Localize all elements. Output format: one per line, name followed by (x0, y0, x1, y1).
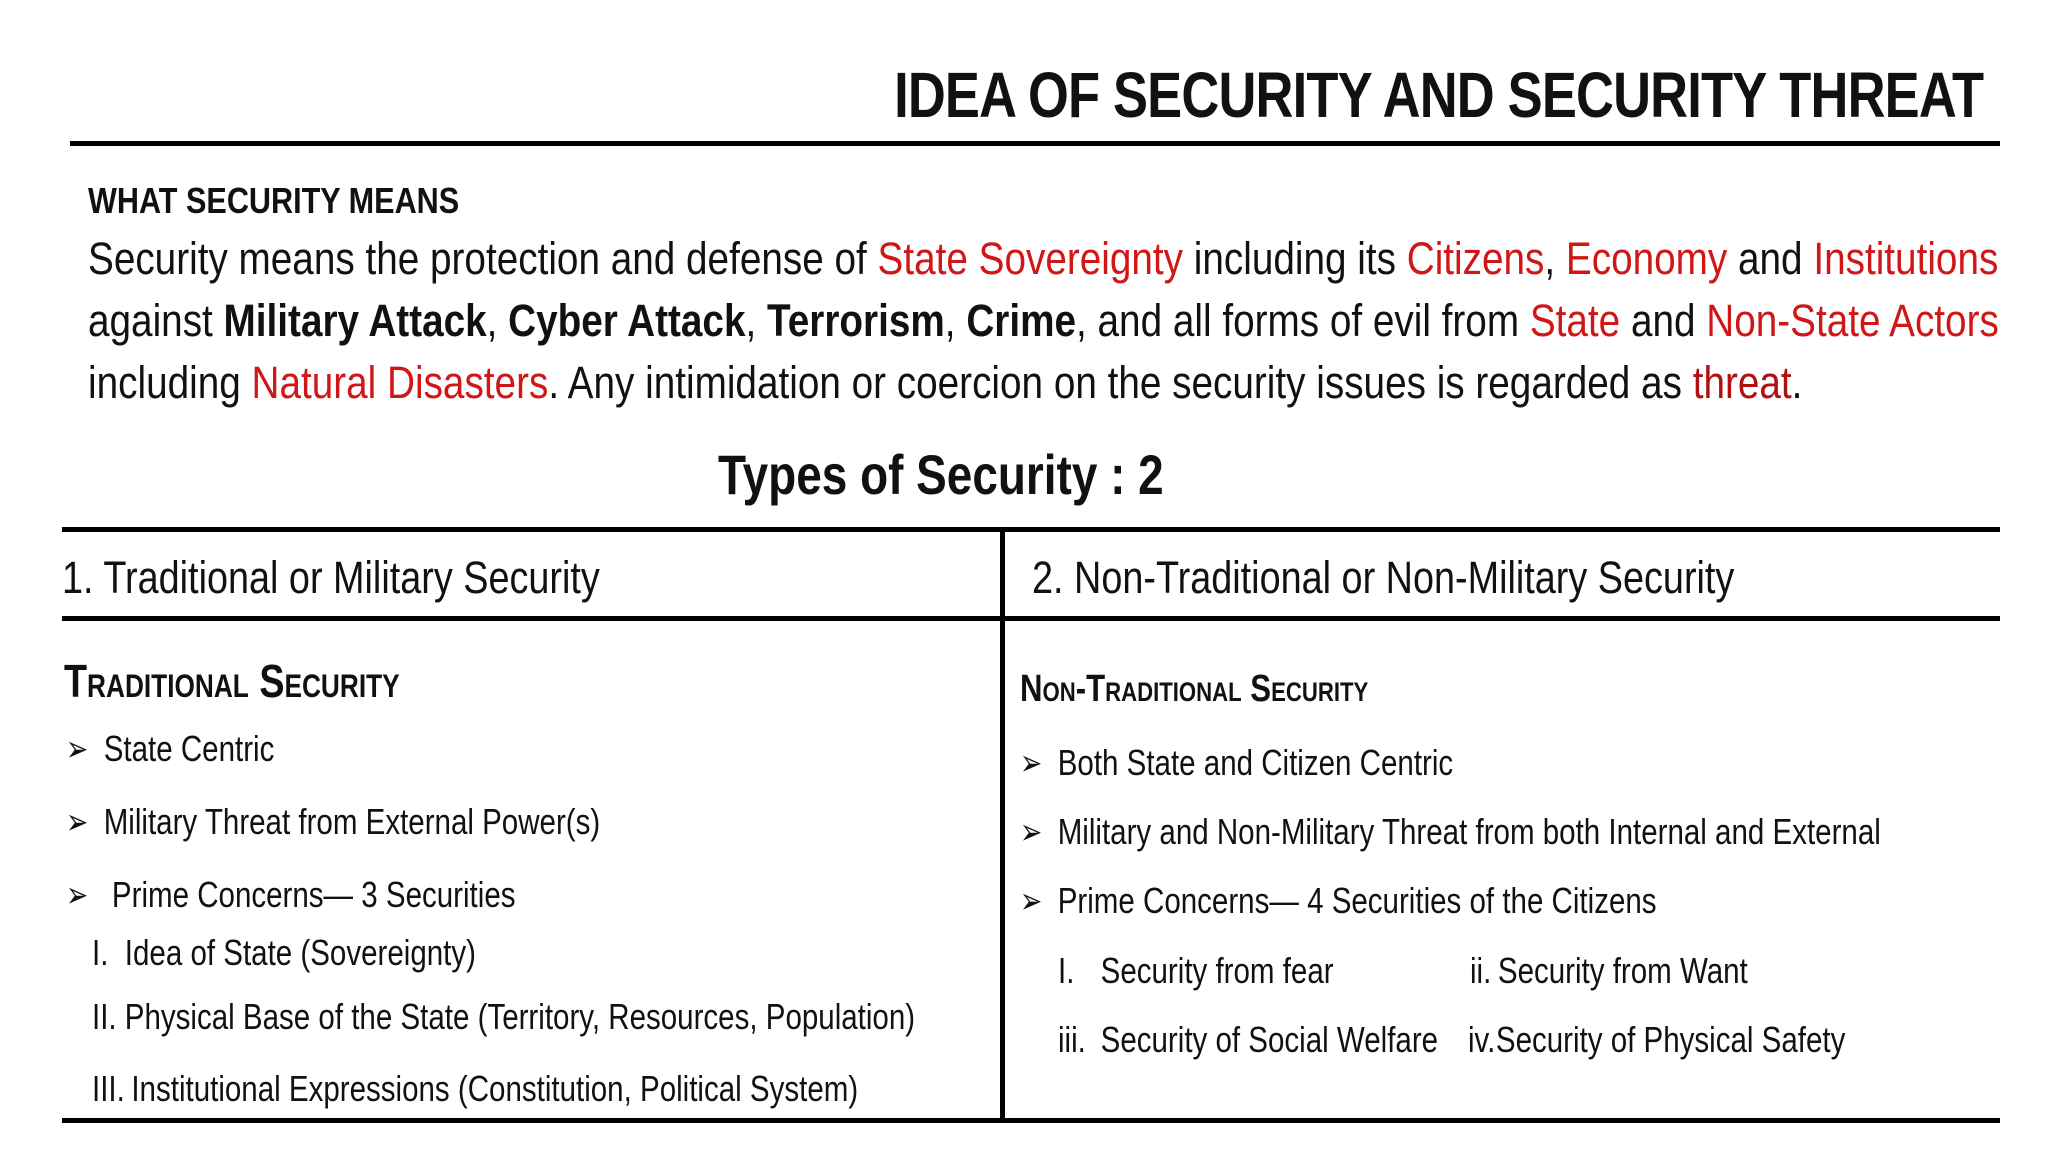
table-column-divider (1000, 529, 1005, 1121)
left-bullet-3: ➢ Prime Concerns— 3 Securities (66, 874, 516, 915)
left-subheading: Traditional Security (64, 655, 400, 707)
bullet-arrow-icon: ➢ (66, 728, 89, 769)
definition-paragraph (88, 228, 1999, 414)
right-sub-item-4: iv.Security of Physical Safety (1468, 1019, 1846, 1060)
title-underline (70, 141, 2000, 146)
bullet-arrow-icon: ➢ (1020, 880, 1043, 921)
left-sub-item-1: I. Idea of State (Sovereignty) (92, 932, 476, 973)
numeral: III. (92, 1068, 125, 1109)
bullet-arrow-icon: ➢ (1020, 811, 1043, 852)
definition-line-2: against Military Attack, Cyber Attack, Terrorism, Crime, and all forms of evil from State and Non-State Actors (88, 295, 1999, 346)
right-bullet-2: ➢ Military and Non-Military Threat from both Internal and External (1020, 811, 1881, 852)
types-heading: Types of Security : 2 (718, 443, 1164, 506)
left-column-header: 1. Traditional or Military Security (62, 552, 600, 603)
left-sub-item-3: III. Institutional Expressions (Constitution, Political System) (92, 1068, 859, 1109)
section-heading: WHAT SECURITY MEANS (88, 180, 460, 221)
definition-line-1: Security means the protection and defense of State Sovereignty including its Citizens, Economy and Institutions (88, 233, 1999, 284)
numeral: I. (92, 932, 109, 973)
table-bottom-rule (62, 1118, 2000, 1123)
left-bullet-1: ➢ State Centric (66, 728, 275, 769)
right-sub-item-1: I. Security from fear (1058, 950, 1334, 991)
bullet-arrow-icon: ➢ (1020, 742, 1043, 783)
right-bullet-3: ➢ Prime Concerns— 4 Securities of the Citizens (1020, 880, 1657, 921)
right-bullet-1: ➢ Both State and Citizen Centric (1020, 742, 1454, 783)
definition-line-3: including Natural Disasters. Any intimidation or coercion on the security issues is regarded as threat. (88, 357, 1803, 408)
bullet-arrow-icon: ➢ (66, 874, 89, 915)
numeral: I. (1058, 950, 1075, 991)
numeral: ii. (1470, 950, 1492, 991)
page-title: IDEA OF SECURITY AND SECURITY THREAT (893, 59, 1983, 131)
right-sub-item-2: ii. Security from Want (1470, 950, 1748, 991)
table-header-rule (62, 616, 2000, 621)
left-sub-item-2: II. Physical Base of the State (Territory, Resources, Population) (92, 996, 916, 1037)
left-bullet-2: ➢ Military Threat from External Power(s) (66, 801, 601, 842)
numeral: iv. (1468, 1019, 1496, 1060)
right-sub-item-3: iii. Security of Social Welfare (1058, 1019, 1439, 1060)
right-column-header: 2. Non-Traditional or Non-Military Security (1032, 552, 1735, 603)
bullet-arrow-icon: ➢ (66, 801, 89, 842)
right-subheading: Non-Traditional Security (1020, 668, 1369, 710)
table-top-rule (62, 527, 2000, 532)
numeral: II. (92, 996, 117, 1037)
numeral: iii. (1058, 1019, 1086, 1060)
